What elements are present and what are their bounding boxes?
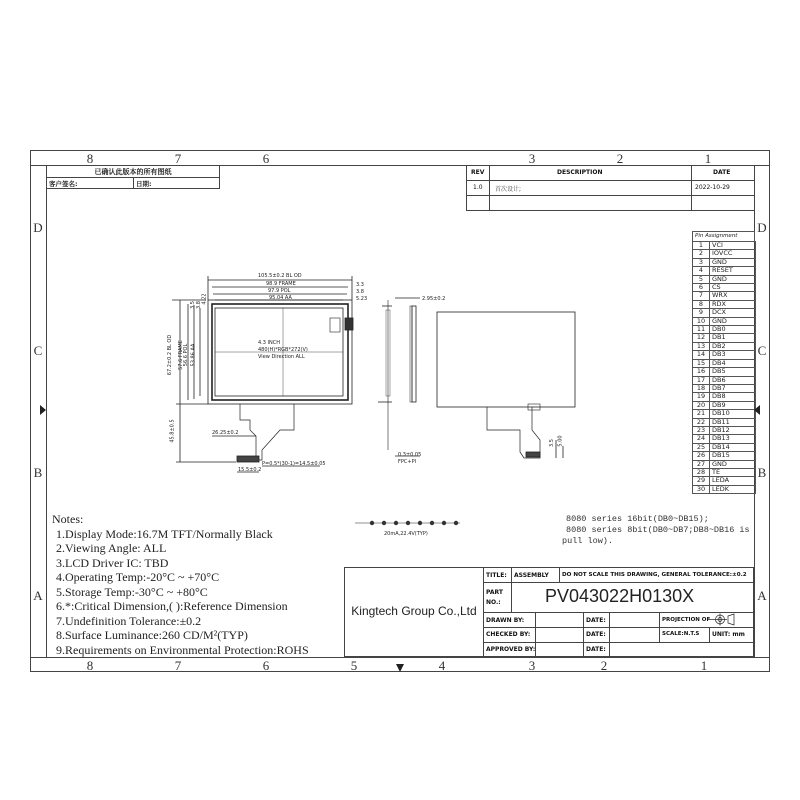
pin-number: 26: [693, 452, 710, 460]
pin-signal: DCX: [710, 309, 756, 317]
interface-note-line-1: 8080 series 16bit(DB0~DB15);: [566, 514, 709, 524]
dim-tail-5: 5.00: [557, 435, 564, 447]
dim-pol: 97.9 POL: [268, 288, 291, 294]
back-fpc: [487, 407, 540, 458]
tb-vline-proj: [659, 612, 660, 642]
pin-signal: GND: [710, 258, 756, 266]
center-arrow-left: [40, 405, 46, 415]
fpc-outline: [240, 404, 294, 460]
lcd-view-direction: View Direction ALL: [258, 354, 305, 360]
ic-block: [330, 318, 340, 332]
led-note: 20mA,22.4V(TYP): [384, 531, 428, 537]
zone-top-2: 2: [616, 151, 624, 166]
tb-hline-3: [483, 627, 755, 628]
rev-description: 首次设计;: [495, 186, 522, 193]
note-1: 1.Display Mode:16.7M TFT/Normally Black: [56, 526, 273, 541]
dim-tail-3-5: 3.5: [548, 439, 555, 447]
dim-bl-od: 105.5±0.2 BL OD: [258, 273, 302, 279]
zone-top-1: 1: [704, 151, 712, 166]
tb-vline-date-val: [609, 612, 610, 658]
tb-hline-4: [483, 642, 755, 643]
pin-number: 24: [693, 435, 710, 443]
pin-number: 20: [693, 401, 710, 409]
pin-signal: DB13: [710, 435, 756, 443]
pin-signal: DB8: [710, 393, 756, 401]
pin-number: 18: [693, 384, 710, 392]
dim-4-22: 4.22: [201, 293, 208, 305]
rev-header: REV: [471, 169, 485, 176]
zone-left-A: A: [33, 588, 43, 603]
dim-3-3: 3.3: [356, 282, 364, 288]
checked-by-label: CHECKED BY:: [486, 631, 531, 638]
scale-label: SCALE:N.T.S: [662, 631, 700, 637]
pin-number: 14: [693, 351, 710, 359]
pin-signal: GND: [710, 460, 756, 468]
pin-number: 6: [693, 284, 710, 292]
led-dot: [430, 521, 434, 525]
pin-signal: LEDK: [710, 485, 756, 493]
pin-signal: WRX: [710, 292, 756, 300]
pin-signal: RESET: [710, 267, 756, 275]
led-dot: [382, 521, 386, 525]
date-label-3: DATE:: [586, 646, 606, 653]
pin-signal: DB3: [710, 351, 756, 359]
approval-title: 已确认此版本的所有图纸: [94, 168, 172, 176]
part-number: PV043022H0130X: [545, 586, 695, 606]
dim-fpc-thickness: 0.3±0.05: [398, 452, 422, 458]
company-name: Kingtech Group Co.,Ltd: [351, 604, 477, 618]
interface-note-line-2: 8080 series 8bit(DB0~DB7;DB8~DB16 is: [566, 525, 750, 535]
zone-right-C: C: [757, 343, 767, 358]
note-3: 3.LCD Driver IC: TBD: [56, 555, 169, 570]
pin-signal: LEDA: [710, 477, 756, 485]
tb-vline-assembly: [559, 568, 560, 582]
lcd-resolution: 480(H)*RGB*272(V): [258, 347, 308, 353]
customer-sign-label: 客户签名:: [49, 180, 78, 188]
zone-left-B: B: [33, 465, 43, 480]
title-block: [344, 567, 754, 657]
rev-date: 2022-10-29: [695, 184, 730, 191]
drawn-by-label: DRAWN BY:: [486, 617, 525, 624]
zone-left-C: C: [33, 343, 43, 358]
pin-number: 27: [693, 460, 710, 468]
projection-symbol-icon: [705, 613, 735, 626]
pin-number: 17: [693, 376, 710, 384]
pin-signal: CS: [710, 284, 756, 292]
zone-bottom-2: 2: [600, 658, 608, 673]
pin-number: 7: [693, 292, 710, 300]
approved-by-label: APPROVED BY:: [486, 646, 536, 653]
pin-signal: DB11: [710, 418, 756, 426]
approval-date-label: 日期:: [136, 180, 152, 188]
date-header: DATE: [713, 169, 731, 176]
tolerance-note: DO NOT SCALE THIS DRAWING, GENERAL TOLERANCE:±0.2: [562, 572, 747, 578]
pin-number: 3: [693, 258, 710, 266]
pin-number: 8: [693, 300, 710, 308]
projection-label: PROJECTION OF: [662, 617, 711, 623]
note-4: 4.Operating Temp:-20°C ~ +70°C: [56, 570, 220, 584]
zone-bottom-7: 7: [174, 658, 182, 673]
notes-block: [52, 512, 309, 657]
zone-bottom-8: 8: [86, 658, 94, 673]
zone-left-D: D: [33, 220, 43, 235]
dim-v-pol: 56.6 POL: [183, 343, 190, 367]
zone-top-7: 7: [174, 151, 182, 166]
pin-number: 25: [693, 443, 710, 451]
pin-number: 22: [693, 418, 710, 426]
tb-vline-date: [583, 612, 584, 658]
title-label: TITLE:: [486, 572, 507, 579]
part-no-label-1: PART: [486, 589, 503, 596]
dim-5-23: 5.23: [356, 296, 368, 302]
pin-number: 29: [693, 477, 710, 485]
pin-signal: TE: [710, 468, 756, 476]
rev-value: 1.0: [473, 184, 483, 191]
zone-top-6: 6: [262, 151, 270, 166]
side-view-body: [412, 306, 416, 402]
zone-bottom-5: 5: [350, 658, 358, 673]
pin-number: 13: [693, 342, 710, 350]
description-header: DESCRIPTION: [557, 169, 603, 176]
led-dot: [454, 521, 458, 525]
back-view: [437, 312, 575, 407]
pin-number: 9: [693, 309, 710, 317]
pin-signal: DB1: [710, 334, 756, 342]
led-dot: [394, 521, 398, 525]
led-dot: [370, 521, 374, 525]
dim-3-8: 3.8: [356, 289, 364, 295]
date-label-1: DATE:: [586, 617, 606, 624]
dim-3-8-left: 3.8: [195, 301, 202, 309]
title-value: ASSEMBLY: [514, 572, 549, 579]
pin-number: 30: [693, 485, 710, 493]
interface-note-line-3: pull low).: [562, 536, 614, 546]
pin-signal: DB5: [710, 368, 756, 376]
note-2: 2.Viewing Angle: ALL: [56, 541, 167, 555]
dim-v-bl-od: 67.2±0.2 BL OD: [167, 334, 174, 376]
dim-3-5: 3.5: [189, 301, 196, 309]
tb-vline-unit: [709, 627, 710, 642]
pin-signal: DB12: [710, 426, 756, 434]
pin-signal: RDX: [710, 300, 756, 308]
dim-v-frame: 57.6 FRAME: [177, 340, 184, 370]
lcd-size: 4.3 INCH: [258, 340, 281, 346]
zone-top-3: 3: [528, 151, 536, 166]
pin-number: 10: [693, 317, 710, 325]
fpc-pins: [237, 456, 259, 462]
zone-right-D: D: [757, 220, 767, 235]
dim-fpc-width: 26.25±0.2: [212, 430, 239, 436]
pin-signal: DB2: [710, 342, 756, 350]
tb-hline-1: [483, 582, 755, 583]
pin-signal: DB10: [710, 410, 756, 418]
pin-number: 5: [693, 275, 710, 283]
pin-table-title: Pin Assignment: [692, 231, 755, 241]
zone-bottom-1: 1: [700, 658, 708, 673]
pin-signal: DB0: [710, 326, 756, 334]
zone-bottom-3: 3: [528, 658, 536, 673]
note-5: 5.Storage Temp:-30°C ~ +80°C: [56, 584, 208, 599]
pin-signal: DB14: [710, 443, 756, 451]
pin-number: 1: [693, 242, 710, 250]
dim-fpc-label: FPC+PI: [398, 459, 417, 465]
center-arrow-right: [754, 405, 760, 415]
dim-pitch: P=0.5*(30-1)=14.5±0.05: [262, 461, 326, 467]
tb-vline-part: [511, 582, 512, 612]
date-label-2: DATE:: [586, 631, 606, 638]
pin-signal: IOVCC: [710, 250, 756, 258]
zone-bottom-6: 6: [262, 658, 270, 673]
connector-block: [345, 318, 353, 330]
dim-pin-width: 15.5±0.2: [238, 467, 262, 473]
zone-right-A: A: [757, 588, 767, 603]
notes-heading: Notes:: [52, 512, 84, 526]
pin-signal: DB9: [710, 401, 756, 409]
center-arrow-bottom: [396, 664, 404, 672]
pin-number: 11: [693, 326, 710, 334]
note-6: 6.*:Critical Dimension,( ):Reference Dimension: [56, 599, 288, 613]
pin-number: 12: [693, 334, 710, 342]
note-7: 7.Undefinition Tolerance:±0.2: [56, 613, 202, 628]
led-dot: [406, 521, 410, 525]
dim-frame: 98.9 FRAME: [266, 281, 296, 287]
dim-aa: 95.04 AA: [269, 295, 292, 301]
led-dot: [418, 521, 422, 525]
tb-vline-title: [511, 568, 512, 582]
pin-signal: GND: [710, 275, 756, 283]
zone-top-8: 8: [86, 151, 94, 166]
pin-signal: DB4: [710, 359, 756, 367]
note-8: 8.Surface Luminance:260 CD/M²(TYP): [56, 628, 248, 642]
zone-right-B: B: [757, 465, 767, 480]
dim-fpc-length: 45.8±0.5: [169, 419, 176, 443]
dim-thickness: 2.95±0.2: [422, 296, 446, 302]
pin-number: 2: [693, 250, 710, 258]
pin-number: 21: [693, 410, 710, 418]
pin-signal: VCI: [710, 242, 756, 250]
pin-number: 28: [693, 468, 710, 476]
pin-signal: DB7: [710, 384, 756, 392]
dim-v-aa: 53.86 AA: [190, 343, 197, 367]
zone-bottom-4: 4: [438, 658, 446, 673]
unit-label: UNIT: mm: [712, 631, 745, 638]
led-dot: [442, 521, 446, 525]
part-no-label-2: NO.:: [486, 599, 501, 606]
pin-signal: GND: [710, 317, 756, 325]
note-9: 9.Requirements on Environmental Protection:ROHS: [56, 642, 309, 657]
pin-number: 16: [693, 368, 710, 376]
pin-number: 4: [693, 267, 710, 275]
pin-signal: DB6: [710, 376, 756, 384]
pin-number: 19: [693, 393, 710, 401]
pin-number: 23: [693, 426, 710, 434]
pin-signal: DB15: [710, 452, 756, 460]
pin-number: 15: [693, 359, 710, 367]
back-fpc-pins: [526, 452, 540, 457]
